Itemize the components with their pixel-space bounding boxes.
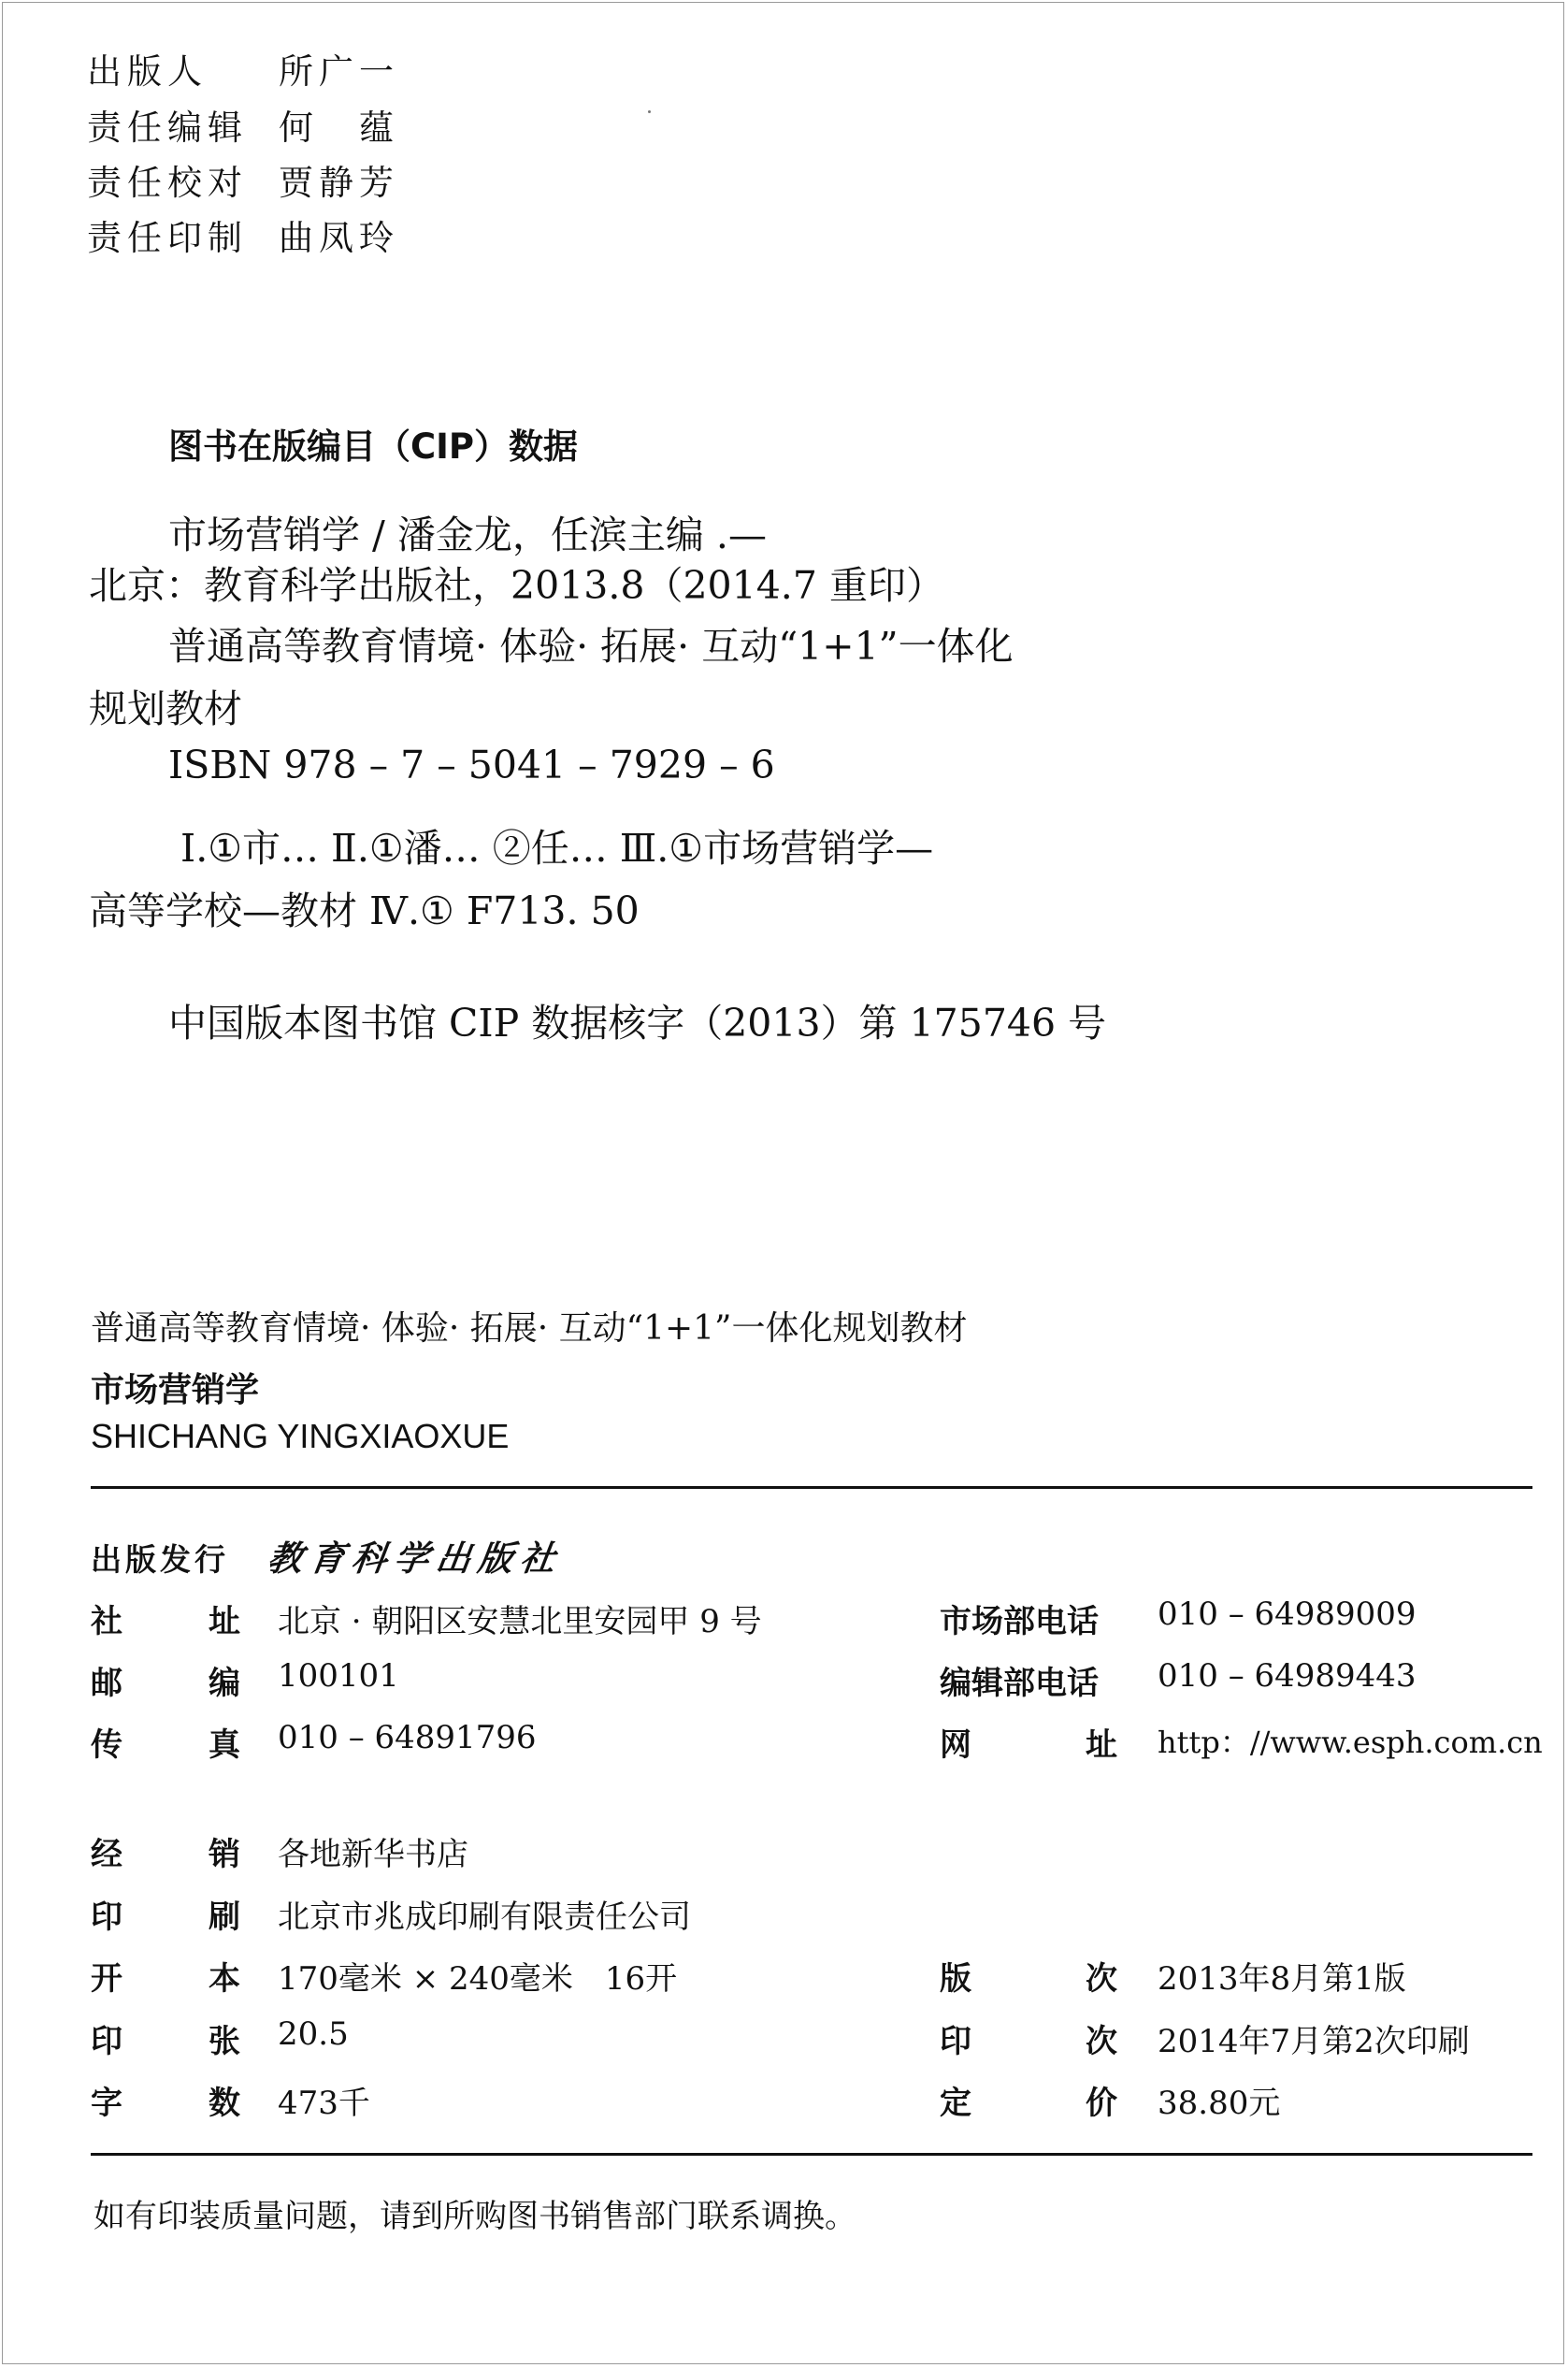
detail-label: 经 销 [91, 1836, 240, 1873]
quality-notice: 如有印装质量问题，请到所购图书销售部门联系调换。 [94, 2198, 856, 2235]
staff-name: 曲凤玲 [279, 218, 399, 258]
detail-label: 传 真 [91, 1726, 240, 1764]
staff-proofreader-row [87, 161, 399, 206]
staff-name: 所广一 [279, 51, 399, 92]
cip-heading: 图书在版编目（CIP）数据 [168, 426, 579, 467]
staff-role: 责任校对 [87, 163, 248, 203]
staff-name: 贾静芳 [279, 163, 399, 203]
detail-label-2: 版 次 [940, 1960, 1117, 1998]
detail-label-2: 编辑部电话 [940, 1665, 1099, 1702]
cip-line: 市场营销学 / 潘金龙，任滨主编 .— [168, 513, 767, 557]
detail-row [91, 1719, 1543, 1764]
detail-row [91, 1891, 1532, 1936]
staff-role: 责任印制 [87, 218, 248, 258]
detail-row [91, 1657, 1532, 1702]
detail-label: 邮 编 [91, 1665, 240, 1702]
detail-label: 印 张 [91, 2023, 240, 2060]
series-name: 普通高等教育情境· 体验· 拓展· 互动“1+1”一体化规划教材 [91, 1309, 968, 1348]
detail-value: 各地新华书店 [278, 1836, 468, 1873]
detail-label: 社 址 [91, 1603, 240, 1640]
detail-value: 北京 · 朝阳区安慧北里安园甲 9 号 [278, 1603, 762, 1640]
page-border [2, 2, 1564, 2364]
staff-role: 出版人 [87, 51, 208, 92]
detail-row [91, 2077, 1532, 2122]
staff-role: 责任编辑 [87, 108, 248, 148]
detail-value-2: 010 – 64989443 [1158, 1657, 1417, 1695]
scan-speck [648, 110, 651, 113]
cip-line: 高等学校—教材 Ⅳ.① F713. 50 [89, 888, 640, 933]
divider [91, 1486, 1532, 1489]
detail-label-2: 网 址 [940, 1726, 1117, 1764]
detail-row [91, 1953, 1532, 1998]
detail-value: 20.5 [278, 2015, 349, 2053]
detail-label-2: 定 价 [940, 2085, 1117, 2122]
staff-name: 何 蕴 [279, 108, 399, 148]
cip-line: 普通高等教育情境· 体验· 拓展· 互动“1+1”一体化 [168, 624, 1014, 669]
detail-label: 开 本 [91, 1960, 240, 1998]
detail-label-2: 市场部电话 [940, 1603, 1099, 1640]
cip-line: Ⅰ.①市… Ⅱ.①潘… ②任… Ⅲ.①市场营销学— [180, 826, 934, 871]
cip-line: 规划教材 [89, 686, 242, 731]
detail-value: 北京市兆成印刷有限责任公司 [278, 1899, 691, 1936]
detail-value-2: 2013年8月第1版 [1158, 1960, 1406, 1998]
detail-label: 印 刷 [91, 1899, 240, 1936]
publisher-logo: 教育科学出版社 [265, 1538, 566, 1579]
staff-publisher-row [87, 50, 399, 94]
detail-value: 100101 [278, 1657, 399, 1695]
detail-label-2: 印 次 [940, 2023, 1117, 2060]
detail-value-2: 010 – 64989009 [1158, 1596, 1417, 1633]
website-url: http：//www.esph.com.cn [1158, 1725, 1543, 1760]
price-value: 38.80元 [1158, 2085, 1281, 2122]
publisher-label: 出版发行 [91, 1541, 229, 1578]
detail-value: 170毫米 × 240毫米 16开 [278, 1960, 678, 1998]
detail-value: 010 – 64891796 [278, 1719, 537, 1756]
divider [91, 2153, 1532, 2156]
cip-isbn: ISBN 978 – 7 – 5041 – 7929 – 6 [168, 743, 775, 787]
detail-value-2: 2014年7月第2次印刷 [1158, 2023, 1470, 2060]
staff-printing-row [87, 216, 399, 261]
book-title: 市场营销学 [91, 1371, 260, 1409]
detail-value: 473千 [278, 2085, 370, 2122]
detail-label: 字 数 [91, 2085, 240, 2122]
detail-row [91, 2015, 1532, 2060]
staff-editor-row [87, 106, 399, 151]
cip-line: 北京：教育科学出版社，2013.8（2014.7 重印） [89, 563, 944, 608]
detail-row [91, 1828, 1532, 1873]
book-title-pinyin: SHICHANG YINGXIAOXUE [91, 1417, 510, 1455]
cip-record-number: 中国版本图书馆 CIP 数据核字（2013）第 175746 号 [168, 1001, 1107, 1046]
detail-row [91, 1596, 1532, 1640]
